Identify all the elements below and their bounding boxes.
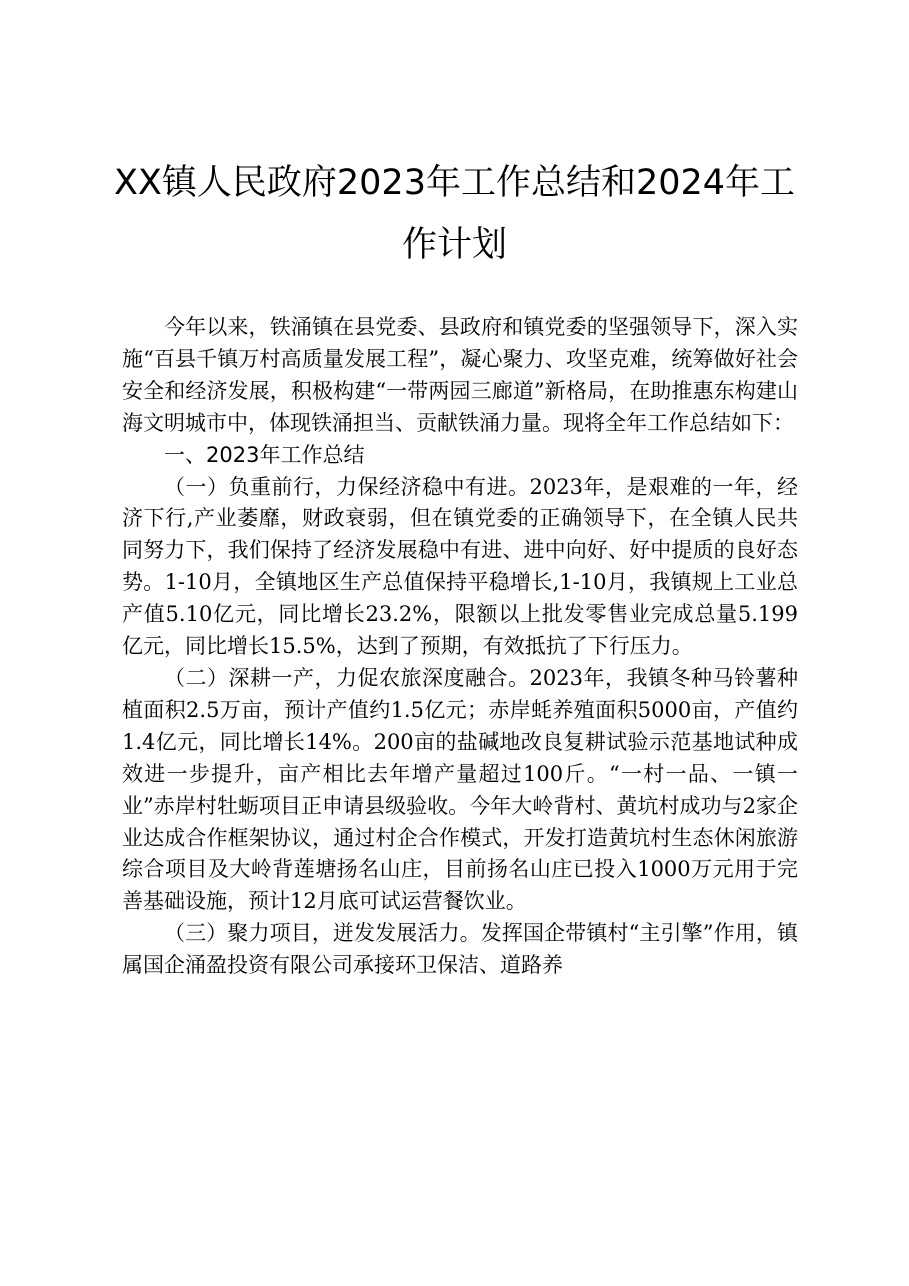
paragraph-agriculture: （二）深耕一产，力促农旅深度融合。2023年，我镇冬种马铃薯种植面积2.5万亩，预计产值约1.5亿元；赤岸蚝养殖面积5000亩，产值约1.4亿元，同比增长14%。200亩的盐碱地改良复耕试验示范基地试种成效进一步提升，亩产相比去年增产量超过100斤。“一村一品、一镇一业”赤岸村牡蛎项目正申请县级验收。今年大岭背村、黄坑村成功与2家企业达成合作框架协议，通过村企合作模式，开发打造黄坑村生态休闲旅游综合项目及大岭背莲塘扬名山庄，目前扬名山庄已投入1000万元用于完善基础设施，预计12月底可试运营餐饮业。 xyxy=(122,665,798,914)
intro-paragraph: 今年以来，铁涌镇在县党委、县政府和镇党委的坚强领导下，深入实施“百县千镇万村高质量发展工程”，凝心聚力、攻坚克难，统筹做好社会安全和经济发展，积极构建“一带两园三廊道”新格局，在助推惠东构建山海文明城市中，体现铁涌担当、贡献铁涌力量。现将全年工作总结如下： xyxy=(122,315,798,435)
paragraph-projects: （三）聚力项目，迸发发展活力。发挥国企带镇村“主引擎”作用，镇属国企涌盈投资有限公司承接环卫保洁、道路养 xyxy=(122,921,798,978)
section-heading: 一、2023年工作总结 xyxy=(164,442,365,467)
paragraph-economy: （一）负重前行，力保经济稳中有进。2023年，是艰难的一年，经济下行,产业萎靡，财政衰弱，但在镇党委的正确领导下，在全镇人民共同努力下，我们保持了经济发展稳中有进、进中向好、好中提质的良好态势。1-10月，全镇地区生产总值保持平稳增长,1-10月，我镇规上工业总产值5.10亿元，同比增长23.2%，限额以上批发零售业完成总量5.199亿元，同比增长15.5%，达到了预期，有效抵抗了下行压力。 xyxy=(122,474,798,659)
document-body xyxy=(122,312,798,982)
document-title: XX镇人民政府2023年工作总结和2024年工作计划 xyxy=(113,163,796,265)
